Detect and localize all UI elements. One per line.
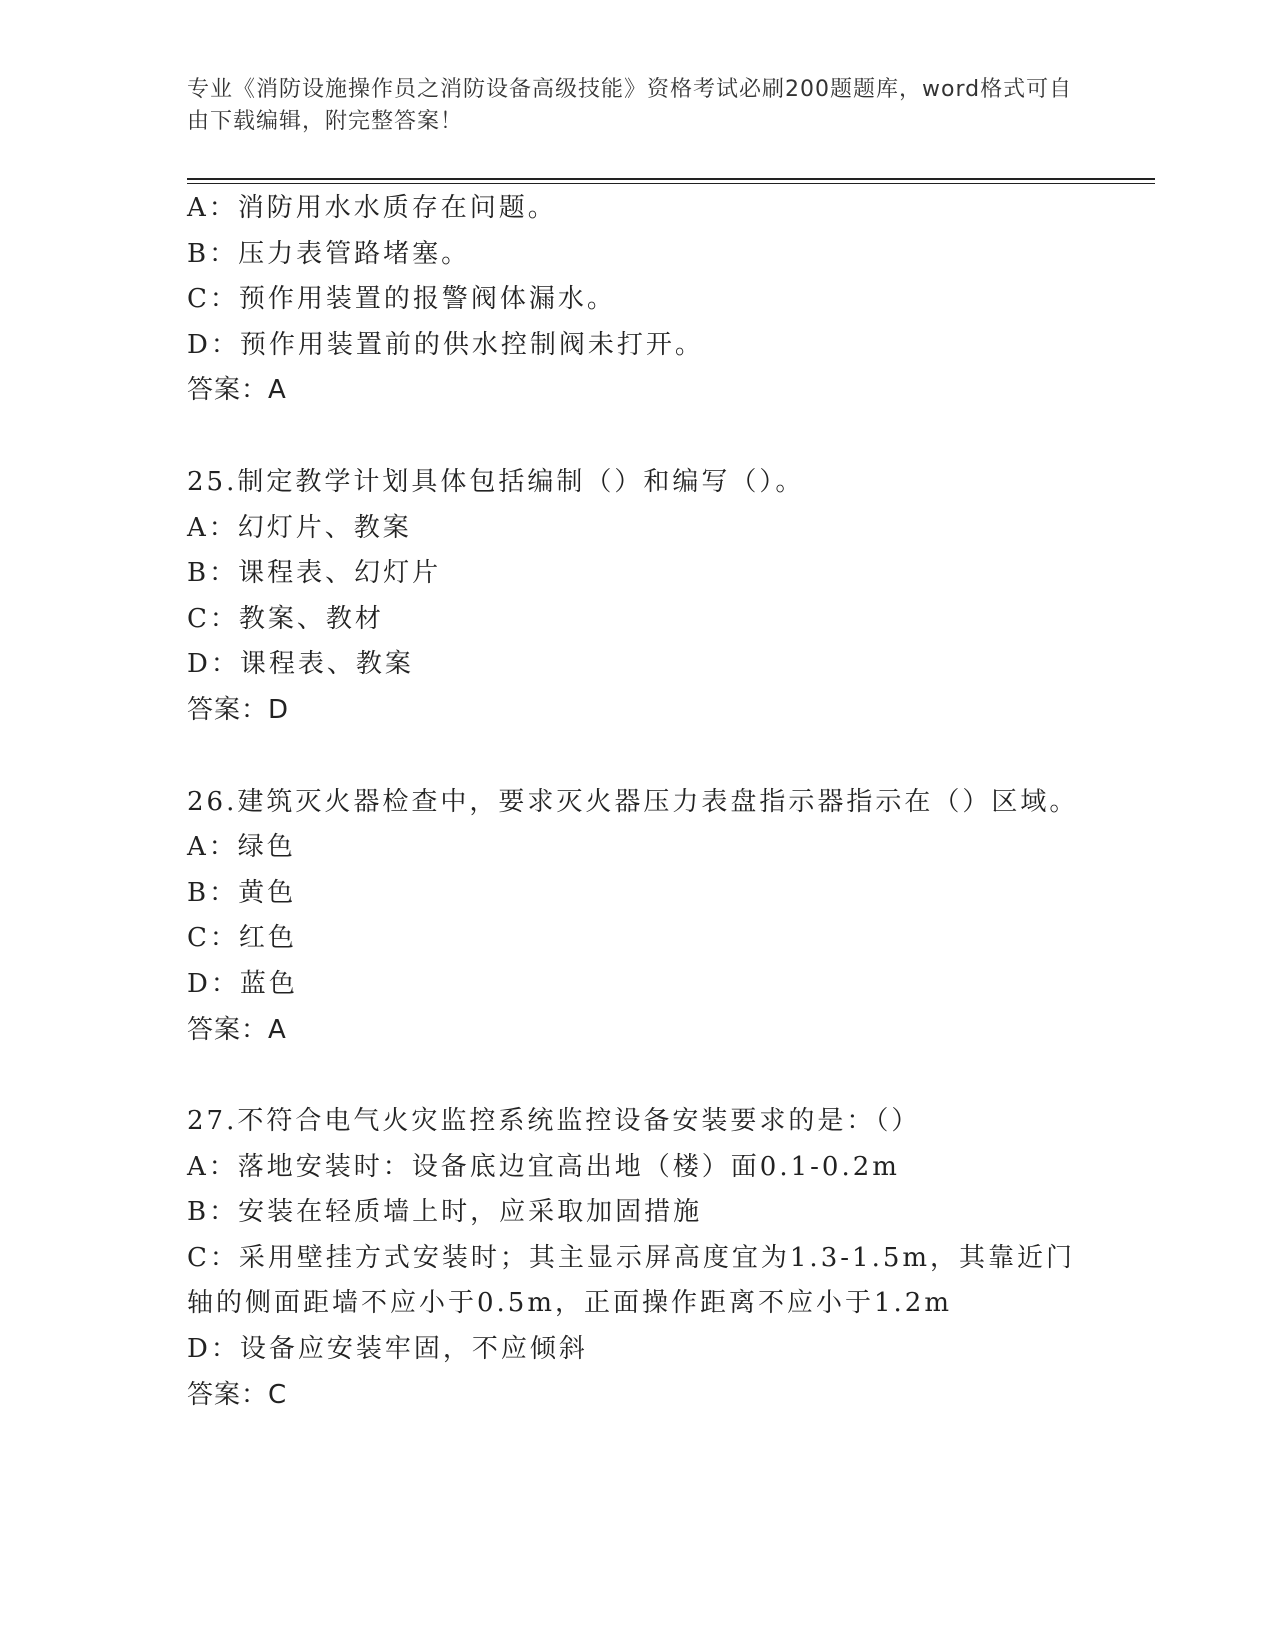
option-d: D：蓝色	[187, 968, 298, 999]
option-b: B：压力表管路堵塞。	[187, 238, 471, 269]
option-b: B：课程表、幻灯片	[187, 558, 442, 589]
option-a: A：幻灯片、教案	[187, 512, 412, 543]
spacer	[187, 734, 1087, 780]
question-text: 26.建筑灭火器检查中，要求灭火器压力表盘指示器指示在（）区域。	[187, 786, 1079, 817]
option-d: D：设备应安装牢固，不应倾斜	[187, 1334, 588, 1365]
answer: 答案：C	[187, 1379, 288, 1410]
spacer	[187, 414, 1087, 460]
option-c: C：采用壁挂方式安装时；其主显示屏高度宜为1.3-1.5m，其靠近门轴的侧面距墙不应小于0.5m，正面操作距离不应小于1.2m	[187, 1242, 1076, 1319]
option-c: C：预作用装置的报警阀体漏水。	[187, 284, 616, 315]
option-c: C：红色	[187, 923, 297, 954]
answer: 答案：A	[187, 1014, 287, 1045]
question-text: 25.制定教学计划具体包括编制（）和编写（）。	[187, 466, 805, 497]
question-list	[187, 186, 1087, 1418]
document-header: 专业《消防设施操作员之消防设备高级技能》资格考试必刷200题题库，word格式可自由下载编辑，附完整答案！	[187, 77, 1073, 134]
option-a: A：落地安装时：设备底边宜高出地（楼）面0.1-0.2m	[187, 1151, 900, 1182]
option-b: B：安装在轻质墙上时，应采取加固措施	[187, 1197, 703, 1228]
question-24	[187, 186, 1087, 414]
question-26	[187, 780, 1087, 1054]
answer: 答案：A	[187, 375, 287, 406]
question-27	[187, 1099, 1087, 1418]
option-c: C：教案、教材	[187, 603, 384, 634]
option-a: A：绿色	[187, 832, 296, 863]
header-rule-thick	[187, 178, 1155, 180]
spacer	[187, 1053, 1087, 1099]
option-d: D：预作用装置前的供水控制阀未打开。	[187, 329, 704, 360]
option-d: D：课程表、教案	[187, 649, 414, 680]
question-text: 27.不符合电气火灾监控系统监控设备安装要求的是：（）	[187, 1106, 921, 1137]
answer: 答案：D	[187, 694, 290, 725]
option-b: B：黄色	[187, 877, 297, 908]
question-25	[187, 460, 1087, 734]
option-a: A：消防用水水质存在问题。	[187, 193, 557, 223]
header-rule-thin	[187, 183, 1155, 184]
